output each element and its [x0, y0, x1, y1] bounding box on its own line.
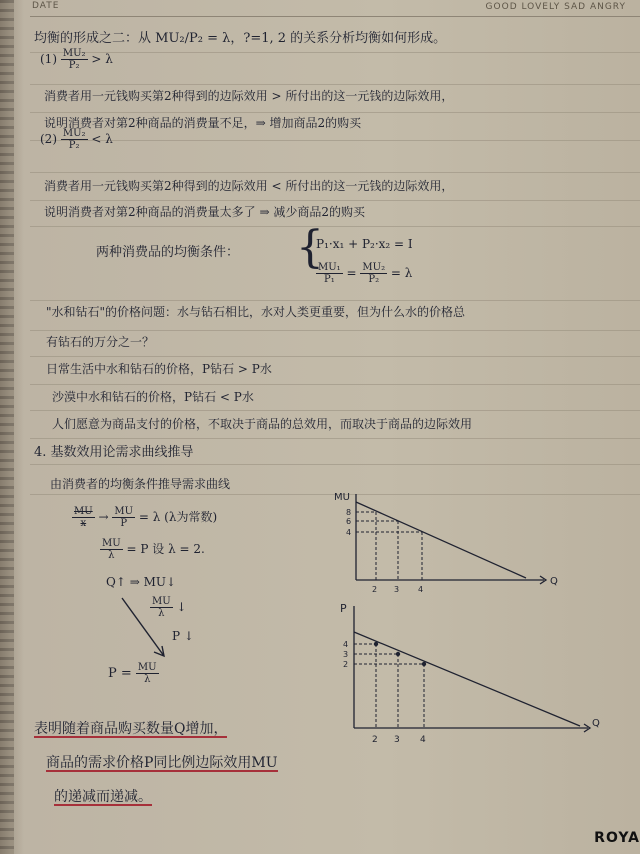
derivation-result [108, 662, 159, 685]
fraction-denominator: λ [158, 608, 165, 619]
note-line-7: 说明消费者对第2种商品的消费量太多了 ⇒ 减少商品2的购买 [44, 205, 365, 219]
y-tick-label: 2 [343, 660, 349, 669]
fraction-denominator: λ [144, 674, 151, 685]
fraction-numerator: MU [114, 506, 134, 517]
ruled-line [30, 172, 640, 173]
y-tick-label: 6 [346, 517, 352, 526]
x-tick-label: 3 [394, 735, 400, 745]
ruled-line [30, 140, 640, 141]
mu-over-lambda-fraction [136, 662, 159, 685]
fraction-numerator: MU₂ [62, 48, 86, 59]
x-tick-label: 4 [418, 585, 424, 594]
fraction-numerator: MU₁ [318, 262, 341, 273]
mu1-over-p1-fraction [316, 262, 343, 285]
fraction-denominator: x [80, 518, 87, 529]
case-1-tag: (1) [40, 52, 57, 66]
x-axis-label: Q [592, 718, 600, 729]
equals-sign: = [346, 266, 357, 280]
system-brace: { [296, 222, 324, 273]
ruled-line [30, 438, 640, 439]
demand-point [396, 652, 400, 656]
ruled-line [30, 330, 640, 331]
fraction-numerator: MU [152, 596, 171, 607]
derivation-line-2 [100, 538, 205, 561]
lambda-term: = λ [390, 266, 413, 280]
ruled-line [30, 200, 640, 201]
fraction-denominator: P₂ [368, 274, 380, 285]
arrow-shaft [122, 598, 164, 656]
lambda-constant-note: = λ (λ为常数) [138, 510, 218, 524]
mu-over-p-fraction [112, 506, 135, 529]
note-line-6: 消费者用一元钱购买第2种得到的边际效用 < 所付出的这一元钱的边际效用， [44, 179, 454, 193]
x-tick-label: 4 [420, 735, 426, 745]
y-axis-label: P [340, 602, 347, 615]
fraction-numerator: MU [102, 538, 121, 549]
mood-labels: GOOD LOVELY SAD ANGRY [485, 2, 626, 12]
y-tick-label: 8 [346, 508, 352, 517]
ruled-line [30, 84, 640, 85]
ruled-line [30, 356, 640, 357]
fraction-numerator: MU [137, 662, 157, 673]
price-lhs: P = [108, 666, 132, 681]
fraction-denominator: P₂ [68, 140, 80, 151]
ruled-line [30, 112, 640, 113]
case-1-relation: > λ [91, 52, 113, 66]
y-tick-label: 3 [343, 650, 349, 659]
note-line-12: 沙漠中水和钻石的价格，P钻石 < P水 [52, 390, 254, 404]
page-header [30, 0, 640, 17]
note-line-15: 由消费者的均衡条件推导需求曲线 [50, 477, 231, 491]
mu-over-lambda-fraction [100, 538, 123, 561]
x-tick-label: 2 [372, 585, 378, 594]
struck-fraction [72, 506, 95, 529]
note-line-9: "水和钻石"的价格问题：水与钻石相比，水对人类更重要，但为什么水的价格总 [46, 305, 466, 319]
fraction-denominator: P₁ [323, 274, 335, 285]
note-line-10: 有钻石的万分之一？ [46, 335, 155, 349]
mu-curve [356, 502, 526, 578]
note-line-3-text: 消费者用一元钱购买第2种得到的边际效用 > 所付出的这一元钱的边际效用， [44, 89, 454, 103]
case-2-relation: < λ [91, 132, 113, 146]
x-tick-label: 3 [394, 585, 400, 594]
derivation-line-1 [72, 506, 217, 529]
ruled-line [30, 410, 640, 411]
y-tick-label: 4 [346, 528, 352, 537]
conclusion-line-2: 商品的需求价格P同比例边际效用MU [46, 755, 278, 771]
note-line-2 [40, 48, 113, 71]
note-line-11: 日常生活中水和钻石的价格，P钻石 > P水 [46, 362, 272, 376]
marginal-equation [316, 262, 412, 285]
mu2-over-p2-fraction [360, 262, 387, 285]
budget-equation: P₁·x₁ + P₂·x₂ = I [316, 237, 413, 251]
note-line-5 [40, 128, 113, 151]
brand-logo: ROYA [594, 830, 640, 846]
note-line-1: 均衡的形成之二：从 MU₂/P₂ = λ，?=1, 2 的关系分析均衡如何形成。 [34, 31, 447, 46]
fraction-numerator: MU [74, 506, 93, 517]
conclusion-line-3: 的递减而递减。 [54, 789, 152, 805]
y-axis-label: MU [334, 492, 350, 503]
demand-curve [354, 632, 580, 726]
fraction-numerator: MU₂ [362, 262, 386, 273]
price-demand-graph [330, 600, 610, 750]
mu-demand-graph [330, 488, 560, 600]
x-axis-label: Q [550, 576, 558, 587]
date-label: DATE [32, 1, 60, 11]
derivation-line-3: Q↑ ⇒ MU↓ [106, 575, 177, 589]
section-heading: 4. 基数效用论需求曲线推导 [34, 445, 194, 460]
ruled-line [30, 300, 640, 301]
equilibrium-label: 两种消费品的均衡条件： [96, 245, 240, 260]
derivation-arrow [120, 596, 180, 666]
note-line-3 [44, 90, 453, 102]
note-line-4: 说明消费者对第2种商品的消费量不足，⇒ 增加商品2的购买 [44, 116, 362, 130]
fraction-denominator: λ [108, 550, 115, 561]
ruled-line [30, 226, 640, 227]
fraction-numerator: MU₂ [62, 128, 86, 139]
note-line-13: 人们愿意为商品支付的价格，不取决于商品的总效用，而取决于商品的边际效用 [52, 417, 473, 431]
notebook-binding [0, 0, 14, 854]
down-arrow: ↓ [176, 600, 187, 614]
derivation-line-5: P ↓ [172, 629, 194, 643]
ruled-line [30, 464, 640, 465]
y-tick-label: 4 [343, 640, 349, 649]
ruled-line [30, 384, 640, 385]
lambda-assumption: = P 设 λ = 2. [126, 542, 205, 556]
x-tick-label: 2 [372, 735, 378, 745]
mu2-over-p2-fraction [61, 48, 88, 71]
mu2-over-p2-fraction [61, 128, 88, 151]
ruled-line [30, 52, 640, 53]
demand-point [374, 642, 378, 646]
fraction-denominator: P₂ [68, 60, 80, 71]
fraction-denominator: P [120, 518, 128, 529]
case-2-tag: (2) [40, 132, 57, 146]
conclusion-line-1: 表明随着商品购买数量Q增加， [34, 721, 228, 737]
demand-point [422, 662, 426, 666]
arrow-glyph: → [98, 510, 109, 524]
